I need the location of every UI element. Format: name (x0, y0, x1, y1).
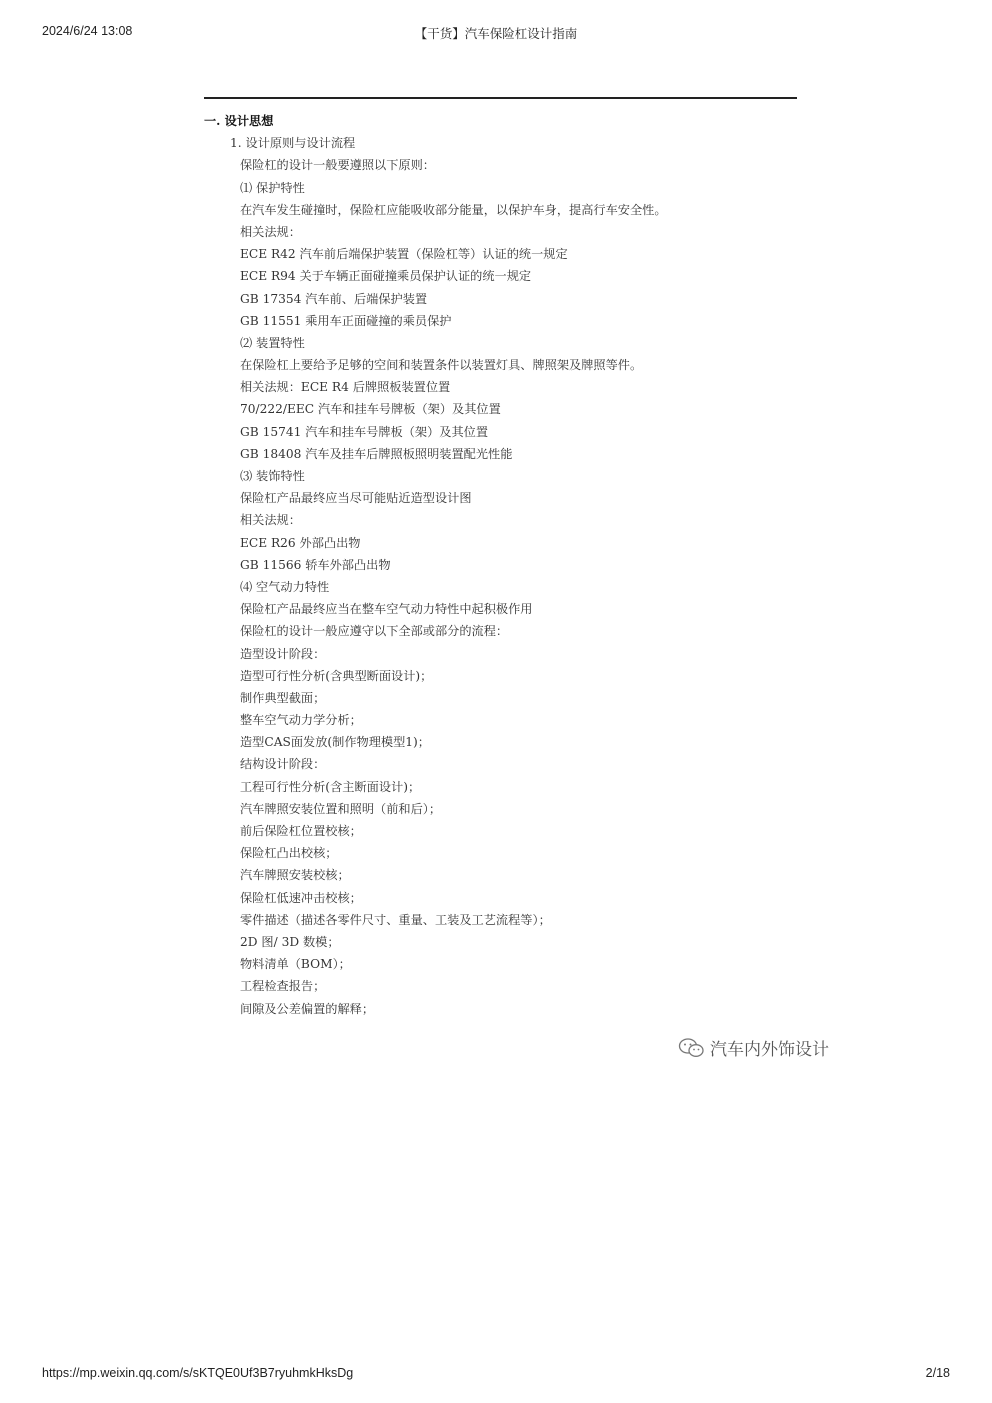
wechat-icon (678, 1037, 706, 1059)
text-line: 保险杠产品最终应当在整车空气动力特性中起积极作用 (240, 602, 533, 617)
text-line: 保险杠的设计一般要遵照以下原则： (240, 158, 435, 173)
text-line: 间隙及公差偏置的解释； (240, 1001, 375, 1016)
text-line: GB 11551 乘用车正面碰撞的乘员保护 (240, 313, 452, 328)
text-line: 保险杠产品最终应当尽可能贴近造型设计图 (240, 491, 472, 506)
text-line: ECE R26 外部凸出物 (240, 535, 361, 550)
text-line: 制作典型截面； (240, 690, 326, 705)
text-line: 工程可行性分析(含主断面设计)； (240, 779, 421, 794)
text-line: ⑶ 装饰特性 (240, 469, 305, 483)
text-line: 保险杠的设计一般应遵守以下全部或部分的流程： (240, 624, 509, 639)
text-line: 在汽车发生碰撞时，保险杠应能吸收部分能量，以保护车身，提高行车安全性。 (240, 202, 667, 217)
text-line: ECE R94 关于车辆正面碰撞乘员保护认证的统一规定 (240, 269, 532, 284)
text-line: GB 11566 轿车外部凸出物 (240, 557, 391, 572)
text-line: GB 15741 汽车和挂车号牌板（架）及其位置 (240, 424, 489, 439)
text-line: 结构设计阶段： (240, 757, 326, 772)
text-line: 相关法规：ECE R4 后牌照板装置位置 (240, 380, 451, 395)
text-line: 相关法规： (240, 513, 301, 528)
text-line: ⑴ 保护特性 (240, 180, 305, 195)
text-line: 相关法规： (240, 224, 301, 239)
header-title: 【干货】汽车保险杠设计指南 (414, 27, 578, 41)
text-line: ⑷ 空气动力特性 (240, 579, 330, 594)
text-line: 造型CAS面发放(制作物理模型1)； (240, 735, 430, 750)
text-line: 70/222/EEC 汽车和挂车号牌板（架）及其位置 (240, 402, 501, 417)
watermark (678, 1035, 829, 1060)
subsection-title: 1. 设计原则与设计流程 (230, 136, 356, 151)
text-line: ⑵ 装置特性 (240, 335, 305, 350)
footer-url[interactable]: https://mp.weixin.qq.com/s/sKTQE0Uf3B7ryuhmkHksDg (42, 1366, 354, 1380)
text-line: 2D 图/ 3D 数模； (240, 934, 340, 949)
text-line: 在保险杠上要给予足够的空间和装置条件以装置灯具、牌照架及牌照等件。 (240, 358, 643, 373)
text-line: 造型可行性分析(含典型断面设计)； (240, 668, 433, 683)
body-lines (204, 154, 824, 1019)
page-number: 2/18 (925, 1366, 950, 1380)
article-body (204, 110, 824, 1020)
text-line: GB 17354 汽车前、后端保护装置 (240, 291, 428, 306)
text-line: 保险杠凸出校核； (240, 846, 338, 861)
text-line: 汽车牌照安装校核； (240, 868, 350, 883)
text-line: 整车空气动力学分析； (240, 713, 362, 728)
text-line: 工程检查报告； (240, 979, 326, 994)
text-line: 保险杠低速冲击校核； (240, 890, 362, 905)
watermark-text: 汽车内外饰设计 (710, 1040, 829, 1060)
text-line: ECE R42 汽车前后端保护装置（保险杠等）认证的统一规定 (240, 247, 568, 262)
header-datetime: 2024/6/24 13:08 (42, 24, 133, 38)
text-line: 前后保险杠位置校核； (240, 824, 362, 838)
text-line: 物料清单（BOM）； (240, 957, 351, 972)
text-line: 零件描述（描述各零件尺寸、重量、工装及工艺流程等）； (240, 912, 551, 927)
text-line: 造型设计阶段： (240, 646, 326, 661)
text-line: GB 18408 汽车及挂车后牌照板照明装置配光性能 (240, 446, 513, 461)
top-rule (204, 97, 797, 99)
section-title: 一. 设计思想 (204, 114, 274, 128)
text-line: 汽车牌照安装位置和照明（前和后）； (240, 801, 442, 816)
